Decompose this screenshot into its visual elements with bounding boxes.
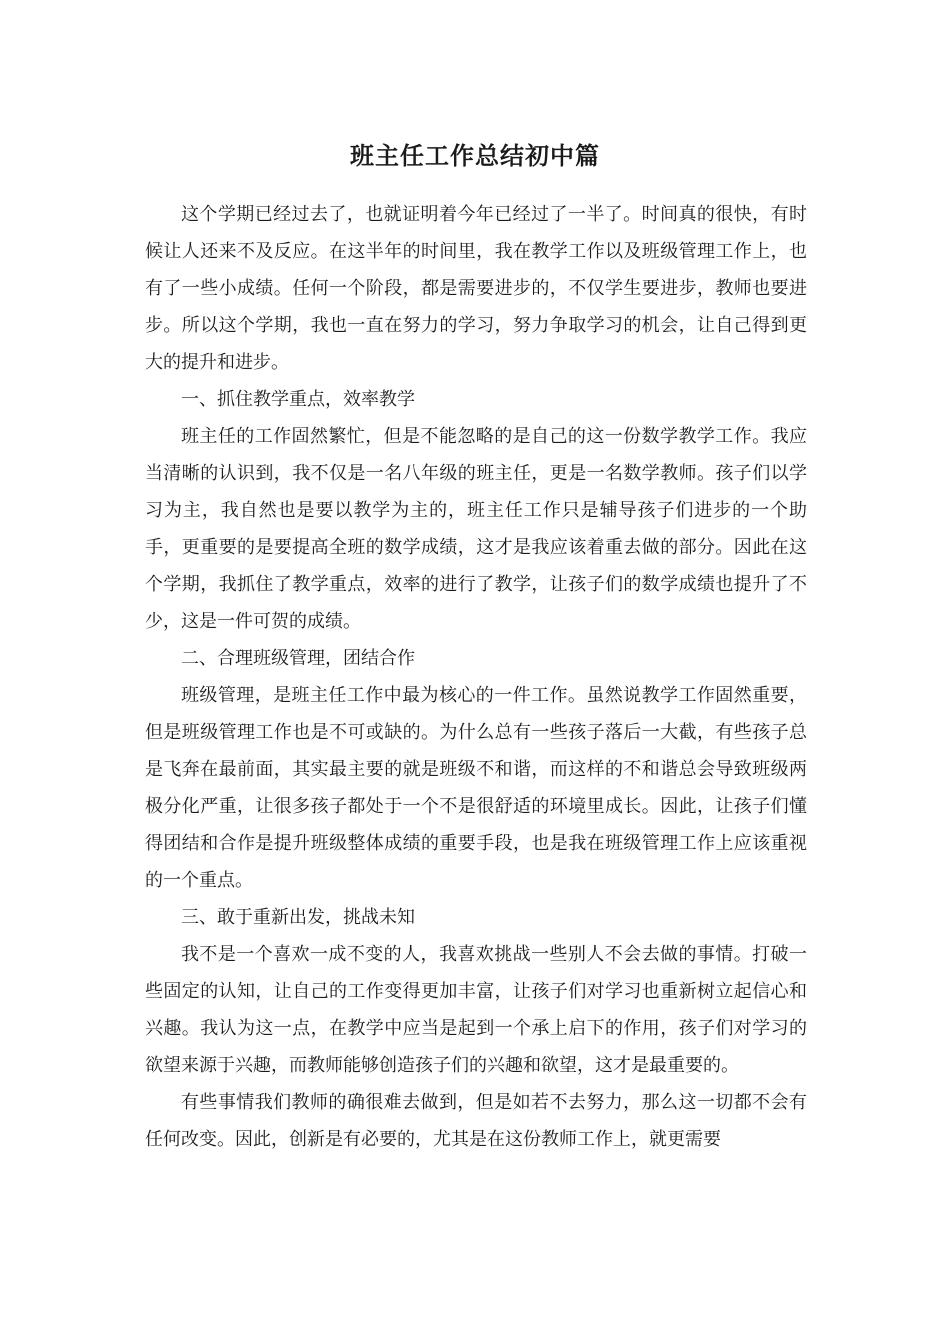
page-title: 班主任工作总结初中篇 (350, 142, 600, 170)
section-heading-2: 二、合理班级管理，团结合作 (181, 648, 415, 669)
section-heading-1: 一、抓住教学重点，效率教学 (181, 389, 415, 410)
document-body (145, 196, 807, 1158)
paragraph-section-2: 班级管理，是班主任工作中最为核心的一件工作。虽然说教学工作固然重要，但是班级管理工作也是不可或缺的。为什么总有一些孩子落后一大截，有些孩子总是飞奔在最前面，其实最主要的就是班级不和谐，而这样的不和谐总会导致班级两极分化严重，让很多孩子都处于一个不是很舒适的环境里成长。因此，让孩子们懂得团结和合作是提升班级整体成绩的重要手段，也是我在班级管理工作上应该重视的一个重点。 (145, 685, 807, 891)
paragraph-continued: 有些事情我们教师的确很难去做到，但是如若不去努力，那么这一切都不会有任何改变。因此，创新是有必要的，尤其是在这份教师工作上，就更需要 (145, 1092, 807, 1150)
paragraph-section-1: 班主任的工作固然繁忙，但是不能忽略的是自己的这一份数学教学工作。我应当清晰的认识到，我不仅是一名八年级的班主任，更是一名数学教师。孩子们以学习为主，我自然也是要以教学为主的，班主任工作只是辅导孩子们进步的一个助手，更重要的是要提高全班的数学成绩，这才是我应该着重去做的部分。因此在这个学期，我抓住了教学重点，效率的进行了教学，让孩子们的数学成绩也提升了不少，这是一件可贺的成绩。 (145, 426, 807, 632)
paragraph-intro: 这个学期已经过去了，也就证明着今年已经过了一半了。时间真的很快，有时候让人还来不及反应。在这半年的时间里，我在教学工作以及班级管理工作上，也有了一些小成绩。任何一个阶段，都是需要进步的，不仅学生要进步，教师也要进步。所以这个学期，我也一直在努力的学习，努力争取学习的机会，让自己得到更大的提升和进步。 (145, 204, 807, 373)
section-heading-3: 三、敢于重新出发，挑战未知 (181, 907, 415, 928)
paragraph-section-3: 我不是一个喜欢一成不变的人，我喜欢挑战一些别人不会去做的事情。打破一些固定的认知，让自己的工作变得更加丰富，让孩子们对学习也重新树立起信心和兴趣。我认为这一点，在教学中应当是起到一个承上启下的作用，孩子们对学习的欲望来源于兴趣，而教师能够创造孩子们的兴趣和欲望，这才是最重要的。 (145, 944, 807, 1076)
